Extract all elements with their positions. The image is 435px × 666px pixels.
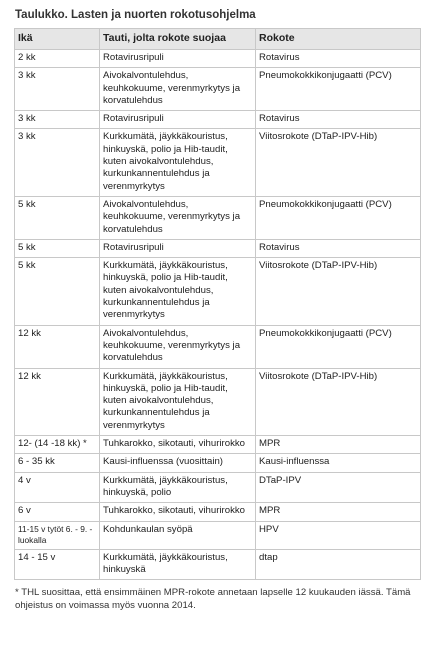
cell-age: 5 kk bbox=[15, 258, 100, 325]
cell-vaccine: MPR bbox=[256, 436, 421, 454]
table-row bbox=[15, 111, 421, 129]
cell-disease: Kurkkumätä, jäykkäkouristus, hinkuyskä, polio ja Hib-taudit, kuten aivokalvontulehdus, kurkunkannentulehdus ja verenmyrkytys bbox=[100, 129, 256, 196]
cell-vaccine: MPR bbox=[256, 503, 421, 521]
cell-age: 14 - 15 v bbox=[15, 549, 100, 580]
cell-age: 2 kk bbox=[15, 50, 100, 68]
cell-age: 12 kk bbox=[15, 325, 100, 368]
cell-disease: Rotavirusripuli bbox=[100, 111, 256, 129]
cell-age: 12 kk bbox=[15, 368, 100, 435]
cell-vaccine: Rotavirus bbox=[256, 50, 421, 68]
table-row bbox=[15, 454, 421, 472]
cell-disease: Kurkkumätä, jäykkäkouristus, hinkuyskä, polio bbox=[100, 472, 256, 503]
table-row bbox=[15, 436, 421, 454]
column-header-vaccine: Rokote bbox=[256, 29, 421, 50]
table-row bbox=[15, 258, 421, 325]
cell-disease: Rotavirusripuli bbox=[100, 239, 256, 257]
cell-disease: Aivokalvontulehdus, keuhkokuume, verenmyrkytys ja korvatulehdus bbox=[100, 68, 256, 111]
cell-disease: Kurkkumätä, jäykkäkouristus, hinkuyskä, polio ja Hib-taudit, kuten aivokalvontulehdus, kurkunkannentulehdus ja verenmyrkytys bbox=[100, 258, 256, 325]
cell-vaccine: HPV bbox=[256, 521, 421, 549]
cell-vaccine: Rotavirus bbox=[256, 111, 421, 129]
table-row bbox=[15, 325, 421, 368]
cell-vaccine: Pneumokokkikonjugaatti (PCV) bbox=[256, 196, 421, 239]
cell-age: 3 kk bbox=[15, 129, 100, 196]
cell-age: 5 kk bbox=[15, 196, 100, 239]
column-header-disease: Tauti, jolta rokote suojaa bbox=[100, 29, 256, 50]
cell-age: 12- (14 -18 kk) * bbox=[15, 436, 100, 454]
cell-age: 6 v bbox=[15, 503, 100, 521]
cell-age: 4 v bbox=[15, 472, 100, 503]
cell-vaccine: dtap bbox=[256, 549, 421, 580]
cell-vaccine: Viitosrokote (DTaP-IPV-Hib) bbox=[256, 368, 421, 435]
table-row bbox=[15, 368, 421, 435]
cell-disease: Aivokalvontulehdus, keuhkokuume, verenmyrkytys ja korvatulehdus bbox=[100, 325, 256, 368]
cell-disease: Kurkkumätä, jäykkäkouristus, hinkuyskä, polio ja Hib-taudit, kuten aivokalvontulehdus, kurkunkannentulehdus ja verenmyrkytys bbox=[100, 368, 256, 435]
cell-disease: Tuhkarokko, sikotauti, vihurirokko bbox=[100, 436, 256, 454]
table-row bbox=[15, 521, 421, 549]
cell-age: 3 kk bbox=[15, 111, 100, 129]
cell-age: 11-15 v tytöt 6. - 9. -luokalla bbox=[15, 521, 100, 549]
cell-disease: Aivokalvontulehdus, keuhkokuume, verenmyrkytys ja korvatulehdus bbox=[100, 196, 256, 239]
cell-vaccine: Pneumokokkikonjugaatti (PCV) bbox=[256, 68, 421, 111]
cell-vaccine: Rotavirus bbox=[256, 239, 421, 257]
cell-disease: Kurkkumätä, jäykkäkouristus, hinkuyskä bbox=[100, 549, 256, 580]
table-row bbox=[15, 239, 421, 257]
table-body bbox=[15, 50, 421, 580]
table-row bbox=[15, 549, 421, 580]
cell-vaccine: Viitosrokote (DTaP-IPV-Hib) bbox=[256, 258, 421, 325]
cell-age: 3 kk bbox=[15, 68, 100, 111]
table-row bbox=[15, 503, 421, 521]
table-row bbox=[15, 196, 421, 239]
table-row bbox=[15, 50, 421, 68]
table-caption: Taulukko. Lasten ja nuorten rokotusohjelma bbox=[15, 9, 256, 21]
cell-vaccine: DTaP-IPV bbox=[256, 472, 421, 503]
cell-disease: Tuhkarokko, sikotauti, vihurirokko bbox=[100, 503, 256, 521]
table-row bbox=[15, 129, 421, 196]
cell-age: 5 kk bbox=[15, 239, 100, 257]
cell-vaccine: Pneumokokkikonjugaatti (PCV) bbox=[256, 325, 421, 368]
footnote: * THL suosittaa, että ensimmäinen MPR-rokote annetaan lapselle 12 kuukauden iässä. Tämä ohjeistus on voimassa myös vuonna 2014. bbox=[15, 587, 411, 611]
cell-disease: Rotavirusripuli bbox=[100, 50, 256, 68]
column-header-age: Ikä bbox=[15, 29, 100, 50]
cell-vaccine: Kausi-influenssa bbox=[256, 454, 421, 472]
cell-disease: Kausi-influenssa (vuosittain) bbox=[100, 454, 256, 472]
cell-age: 6 - 35 kk bbox=[15, 454, 100, 472]
cell-disease: Kohdunkaulan syöpä bbox=[100, 521, 256, 549]
table-row bbox=[15, 68, 421, 111]
cell-vaccine: Viitosrokote (DTaP-IPV-Hib) bbox=[256, 129, 421, 196]
vaccination-schedule-table bbox=[14, 28, 421, 580]
table-row bbox=[15, 472, 421, 503]
table-header-row bbox=[15, 29, 421, 50]
